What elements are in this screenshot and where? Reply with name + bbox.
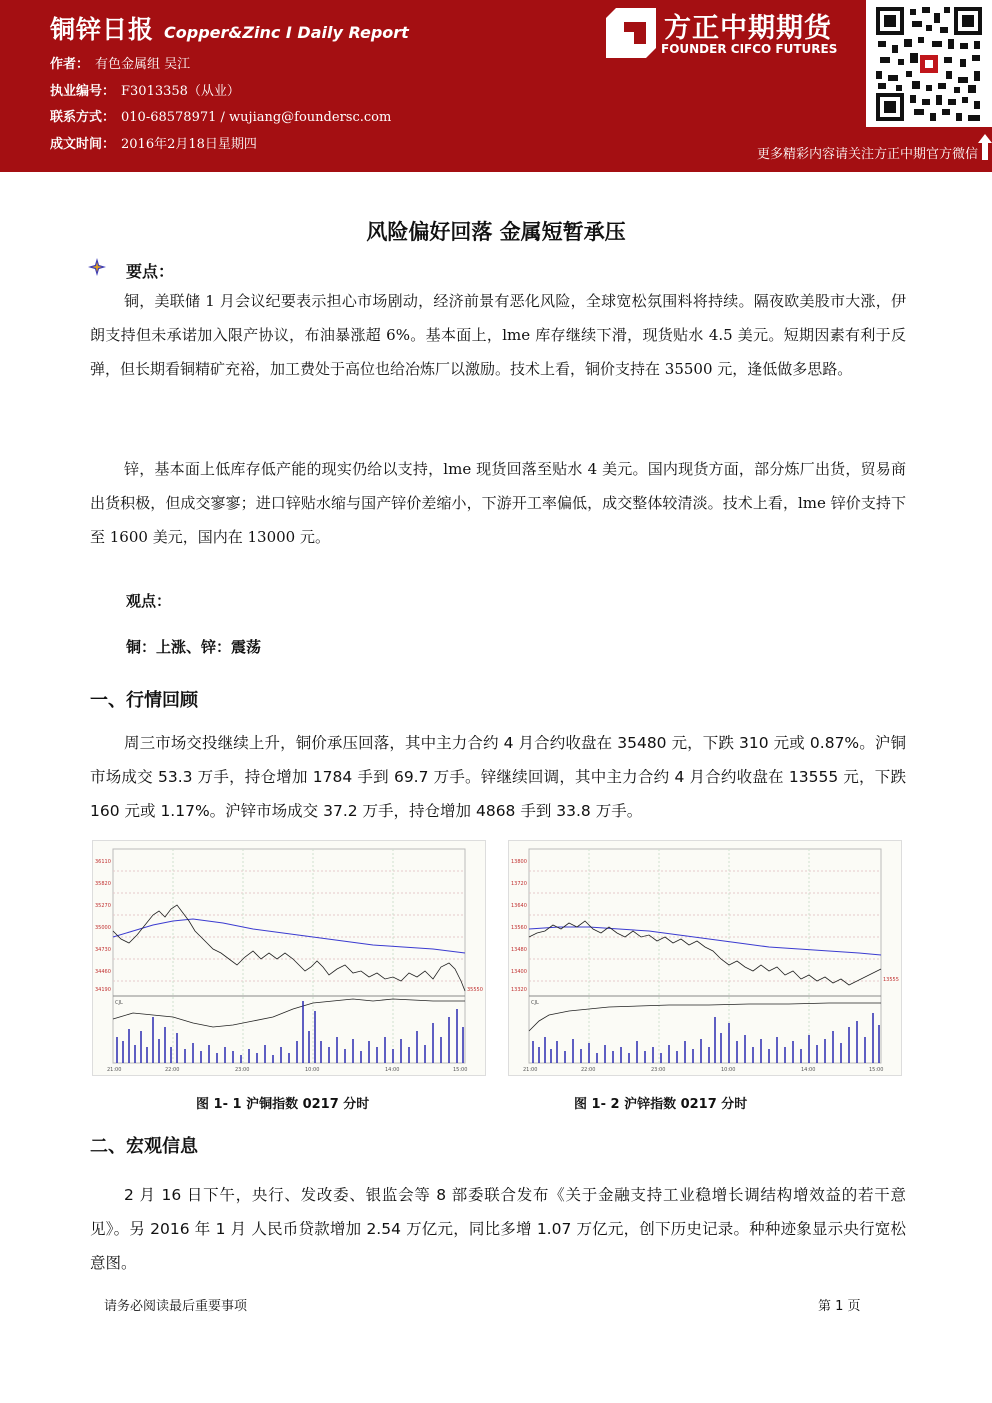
key-point-zinc: 锌，基本面上低库存低产能的现实仍给以支持，lme 现货回落至贴水 4 美元。国内现货方面，部分炼厂出货，贸易商出货积极，但成交寥寥；进口锌贴水缩与国产锌价差缩小，下游开工率偏低，成交整体较清淡。技术上看，lme 锌价支持下至 1600 美元，国内在 13000 元。 (90, 460, 906, 546)
zinc-x-tick: 22:00 (581, 1067, 596, 1073)
footer-notice: 请务必阅读最后重要事项 (104, 1299, 248, 1314)
zinc-y-tick: 13400 (511, 969, 527, 975)
copper-y-tick: 34190 (95, 987, 111, 993)
zinc-y-tick: 13480 (511, 947, 527, 953)
document-title: 风险偏好回落 金属短暂承压 (366, 220, 626, 244)
info-value: 2016年2月18日星期四 (121, 136, 257, 152)
zinc-y-tick: 13800 (511, 859, 527, 865)
section-macro-heading: 二、宏观信息 (90, 1136, 198, 1157)
zinc-x-tick: 23:00 (651, 1067, 666, 1073)
zinc-y-tick: 13560 (511, 925, 527, 931)
info-row-author (50, 52, 391, 79)
copper-y-tick: 35270 (95, 903, 111, 909)
report-title-cn: 铜锌日报 (50, 15, 155, 44)
copper-x-tick: 14:00 (385, 1067, 400, 1073)
info-label: 作者： (50, 57, 90, 72)
view-statement: 铜：上涨、锌：震荡 (126, 638, 262, 656)
zinc-volume-label: CJL (531, 1000, 539, 1006)
zinc-x-tick: 14:00 (801, 1067, 816, 1073)
copper-last-price: 35550 (467, 987, 483, 993)
copper-x-tick: 15:00 (453, 1067, 468, 1073)
info-label: 成文时间： (50, 136, 116, 152)
page-number: 第 1 页 (818, 1299, 861, 1314)
copper-x-tick: 21:00 (107, 1067, 122, 1073)
zinc-x-tick: 15:00 (869, 1067, 884, 1073)
copper-x-tick: 23:00 (235, 1067, 250, 1073)
zinc-y-tick: 13640 (511, 903, 527, 909)
view-heading: 观点： (126, 592, 172, 610)
logo-text-en: FOUNDER CIFCO FUTURES (661, 42, 838, 56)
copper-intraday-chart (92, 840, 486, 1076)
qr-code (866, 0, 992, 127)
report-header (0, 0, 992, 172)
copper-x-tick: 10:00 (305, 1067, 320, 1073)
zinc-y-tick: 13720 (511, 881, 527, 887)
report-title-en: Copper&Zinc I Daily Report (164, 23, 409, 42)
key-point-copper: 铜，美联储 1 月会议纪要表示担心市场剧动，经济前景有恶化风险，全球宽松氛围料将持续。隔夜欧美股市大涨，伊朗支持但未承诺加入限产协议，布油暴涨超 6%。基本面上，lme 库存继续下滑，现货贴水 4.5 美元。短期因素有利于反弹，但长期看铜精矿充裕，加工费处于高位也给冶炼厂以激励。技术上看，铜价支持在 35500 元，逢低做多思路。 (90, 292, 906, 378)
info-value: F3013358（从业） (121, 83, 240, 99)
zinc-last-price: 13555 (883, 977, 899, 983)
copper-chart-caption: 图 1- 1 沪铜指数 0217 分时 (196, 1097, 370, 1112)
info-row-date (50, 132, 391, 159)
info-label: 联系方式： (50, 110, 116, 125)
copper-y-tick: 35000 (95, 925, 111, 931)
info-value: 010-68578971 / wujiang@foundersc.com (121, 110, 392, 125)
zinc-x-tick: 21:00 (523, 1067, 538, 1073)
zinc-y-tick: 13320 (511, 987, 527, 993)
key-points-heading: 要点： (126, 262, 175, 281)
copper-y-tick: 36110 (95, 859, 111, 865)
info-value: 有色金属组 吴江 (95, 57, 191, 72)
bullet-diamond-icon (88, 258, 106, 276)
macro-info-text: 2 月 16 日下午，央行、发改委、银监会等 8 部委联合发布《关于金融支持工业稳增长调结构增效益的若干意见》。另 2016 年 1 月 人民币贷款增加 2.54 万亿元，同比多增 1.07 万亿元，创下历史记录。种种迹象显示央行宽松意图。 (90, 1186, 906, 1272)
market-review-text: 周三市场交投继续上升，铜价承压回落，其中主力合约 4 月合约收盘在 35480 元，下跌 310 元或 0.87%。沪铜市场成交 53.3 万手，持仓增加 1784 手到 69.7 万手。锌继续回调，其中主力合约 4 月合约收盘在 13555 元，下跌 160 元或 1.17%。沪锌市场成交 37.2 万手，持仓增加 4868 手到 33.8 万手。 (90, 734, 906, 820)
copper-y-tick: 34730 (95, 947, 111, 953)
zinc-chart-caption: 图 1- 2 沪锌指数 0217 分时 (574, 1097, 748, 1112)
report-title (50, 10, 409, 46)
copper-y-tick: 34460 (95, 969, 111, 975)
logo-text-cn: 方正中期期货 (664, 13, 832, 44)
zinc-x-tick: 10:00 (721, 1067, 736, 1073)
follow-wechat-text: 更多精彩内容请关注方正中期官方微信 (756, 147, 978, 162)
copper-y-tick: 35820 (95, 881, 111, 887)
info-row-license (50, 79, 391, 106)
zinc-intraday-chart (508, 840, 902, 1076)
logo-mark-icon (606, 8, 656, 58)
copper-x-tick: 22:00 (165, 1067, 180, 1073)
zinc-chart-svg (509, 841, 901, 1075)
qr-code-icon (874, 5, 984, 123)
copper-volume-label: CJL (115, 1000, 123, 1006)
author-info (50, 52, 391, 158)
info-row-contact (50, 105, 391, 132)
section-market-review-heading: 一、行情回顾 (90, 690, 198, 711)
arrow-up-icon (978, 134, 992, 160)
copper-chart-svg (93, 841, 485, 1075)
company-logo (606, 6, 861, 66)
info-label: 执业编号： (50, 83, 116, 99)
